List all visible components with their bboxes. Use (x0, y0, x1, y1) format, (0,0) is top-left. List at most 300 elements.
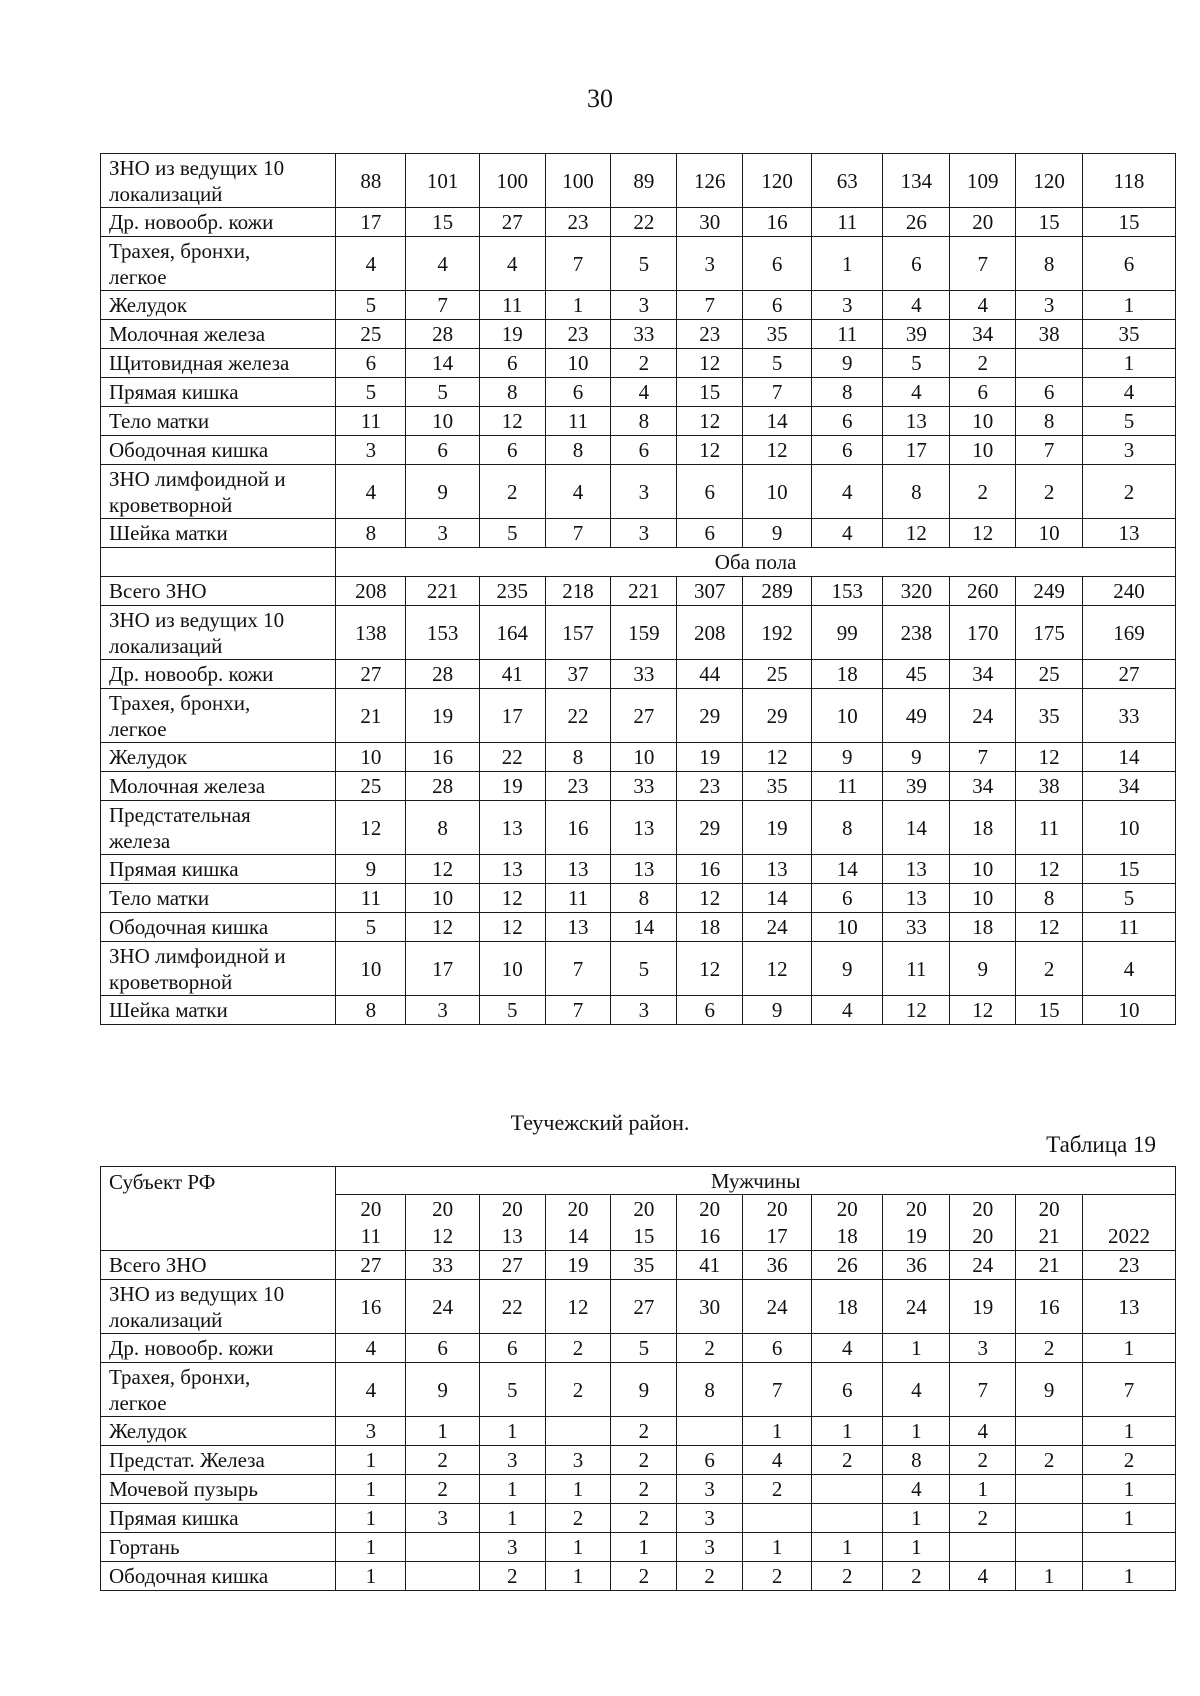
table-cell: 12 (545, 1280, 611, 1334)
row-label-line: Ободочная кишка (109, 915, 269, 939)
row-label (101, 208, 336, 237)
table-cell: 1 (336, 1562, 406, 1591)
year-part: 20 (501, 1196, 523, 1221)
top-data-table (100, 153, 1176, 1025)
table-cell: 6 (479, 1334, 545, 1363)
row-label-line: Трахея, бронхи, (109, 1364, 251, 1389)
row-label-line: Шейка матки (109, 521, 228, 545)
table-cell: 12 (677, 942, 743, 996)
table-cell: 99 (812, 606, 883, 660)
table-cell: 9 (812, 942, 883, 996)
table-cell: 10 (611, 743, 677, 772)
table-cell: 19 (743, 801, 812, 855)
table-cell: 28 (406, 320, 479, 349)
table-cell: 10 (545, 349, 611, 378)
table-cell: 4 (1083, 378, 1176, 407)
table-row (101, 407, 1176, 436)
table-cell: 7 (545, 519, 611, 548)
table-cell: 134 (883, 154, 950, 208)
table-cell: 5 (611, 1334, 677, 1363)
row-label-line: Др. новообр. кожи (109, 662, 274, 686)
table-cell: 2 (743, 1475, 812, 1504)
table-cell: 1 (1016, 1562, 1083, 1591)
table-cell: 27 (611, 689, 677, 743)
page-number: 30 (587, 84, 613, 113)
table-cell: 6 (677, 996, 743, 1025)
section-title: Мужчины (336, 1167, 1176, 1195)
table-cell: 8 (1016, 884, 1083, 913)
table-cell: 3 (1083, 436, 1176, 465)
table-cell: 7 (1083, 1363, 1176, 1417)
row-label (101, 884, 336, 913)
year-part: 20 (567, 1196, 589, 1221)
table-cell: 36 (883, 1251, 950, 1280)
table-cell: 2 (950, 1504, 1016, 1533)
table-cell: 11 (336, 884, 406, 913)
table-cell: 11 (545, 407, 611, 436)
row-label-line: кроветворной (109, 492, 233, 517)
table-cell: 2 (677, 1562, 743, 1591)
table-cell: 8 (611, 884, 677, 913)
table-row (101, 884, 1176, 913)
table-cell: 25 (1016, 660, 1083, 689)
table-cell: 1 (406, 1417, 479, 1446)
table-cell: 18 (677, 913, 743, 942)
row-label (101, 320, 336, 349)
table-cell: 6 (677, 1446, 743, 1475)
year-part: 16 (699, 1223, 721, 1248)
table-cell: 2 (611, 1504, 677, 1533)
table-cell: 17 (336, 208, 406, 237)
row-label (101, 996, 336, 1025)
table-cell: 25 (743, 660, 812, 689)
table-cell: 6 (812, 1363, 883, 1417)
row-label-line: Прямая кишка (109, 380, 239, 404)
table-cell: 208 (677, 606, 743, 660)
table-cell: 7 (545, 996, 611, 1025)
table-cell: 15 (1083, 855, 1176, 884)
table-cell: 2 (479, 465, 545, 519)
table-cell: 34 (950, 660, 1016, 689)
table-cell: 35 (743, 320, 812, 349)
table-cell: 13 (479, 855, 545, 884)
table-cell: 24 (883, 1280, 950, 1334)
section-row (101, 548, 1176, 577)
table-cell: 2 (743, 1562, 812, 1591)
table-cell: 13 (743, 855, 812, 884)
row-label (101, 855, 336, 884)
table-cell: 12 (677, 884, 743, 913)
table-cell: 9 (812, 349, 883, 378)
row-label-line: Прямая кишка (109, 1506, 239, 1530)
year-part: 20 (905, 1196, 927, 1221)
table-row (101, 772, 1176, 801)
table-cell: 6 (812, 436, 883, 465)
table-cell: 16 (743, 208, 812, 237)
table-cell (1016, 349, 1083, 378)
row-label (101, 1417, 336, 1446)
table-cell: 1 (545, 291, 611, 320)
table-cell: 3 (336, 1417, 406, 1446)
table-cell: 2 (950, 465, 1016, 519)
table-cell: 35 (1083, 320, 1176, 349)
table-cell: 13 (883, 855, 950, 884)
table-cell (406, 1562, 479, 1591)
table-cell: 14 (406, 349, 479, 378)
table-row (101, 743, 1176, 772)
table-cell: 8 (812, 378, 883, 407)
row-label (101, 1334, 336, 1363)
table-cell: 1 (743, 1417, 812, 1446)
table-row (101, 1504, 1176, 1533)
table-row (101, 1251, 1176, 1280)
table-cell: 12 (677, 407, 743, 436)
table-cell: 10 (1016, 519, 1083, 548)
table-cell: 192 (743, 606, 812, 660)
table-row (101, 1475, 1176, 1504)
table-cell: 5 (479, 1363, 545, 1417)
table-cell: 12 (883, 519, 950, 548)
table-cell: 2 (406, 1446, 479, 1475)
table-cell: 1 (479, 1417, 545, 1446)
table-cell: 4 (812, 996, 883, 1025)
table-cell: 38 (1016, 772, 1083, 801)
table-cell: 208 (336, 577, 406, 606)
table-cell: 5 (479, 519, 545, 548)
table-cell: 12 (406, 855, 479, 884)
row-label (101, 689, 336, 743)
row-label (101, 237, 336, 291)
table-cell: 88 (336, 154, 406, 208)
table-cell: 12 (950, 996, 1016, 1025)
table-cell: 14 (883, 801, 950, 855)
table-cell: 120 (743, 154, 812, 208)
table-cell: 6 (812, 407, 883, 436)
table-cell: 33 (883, 913, 950, 942)
table-cell: 44 (677, 660, 743, 689)
table-cell: 4 (812, 465, 883, 519)
table-cell: 8 (1016, 237, 1083, 291)
year-header (677, 1195, 743, 1251)
table-cell: 11 (812, 320, 883, 349)
table-cell: 320 (883, 577, 950, 606)
table-cell: 14 (1083, 743, 1176, 772)
table-cell: 25 (336, 772, 406, 801)
table-cell: 7 (677, 291, 743, 320)
table-cell: 8 (1016, 407, 1083, 436)
row-label (101, 1446, 336, 1475)
table-cell: 33 (406, 1251, 479, 1280)
table-cell: 5 (336, 378, 406, 407)
row-label-line: Щитовидная железа (109, 351, 290, 375)
table-cell: 1 (743, 1533, 812, 1562)
table-cell: 12 (743, 942, 812, 996)
table-cell: 11 (883, 942, 950, 996)
table-cell: 15 (1083, 208, 1176, 237)
table-cell: 8 (812, 801, 883, 855)
table-cell: 9 (743, 519, 812, 548)
table-cell (406, 1533, 479, 1562)
row-label-line: Др. новообр. кожи (109, 1336, 274, 1360)
row-label (101, 291, 336, 320)
table-cell: 6 (545, 378, 611, 407)
table-cell: 3 (611, 996, 677, 1025)
table-cell: 4 (950, 291, 1016, 320)
table-cell: 2 (812, 1562, 883, 1591)
table-cell: 164 (479, 606, 545, 660)
table-row (101, 996, 1176, 1025)
table-cell: 33 (611, 660, 677, 689)
table-cell: 289 (743, 577, 812, 606)
table-row (101, 801, 1176, 855)
table-cell: 28 (406, 772, 479, 801)
table-cell: 1 (812, 237, 883, 291)
table-cell: 39 (883, 772, 950, 801)
table-cell: 2 (406, 1475, 479, 1504)
table-cell: 10 (950, 407, 1016, 436)
table-cell: 13 (479, 801, 545, 855)
table-row (101, 154, 1176, 208)
table-cell: 15 (406, 208, 479, 237)
table-cell: 3 (677, 237, 743, 291)
table-cell: 6 (406, 1334, 479, 1363)
table-cell: 10 (336, 743, 406, 772)
table-cell: 27 (336, 1251, 406, 1280)
table-cell: 33 (1083, 689, 1176, 743)
table-cell: 13 (1083, 1280, 1176, 1334)
table-cell: 8 (883, 465, 950, 519)
table-cell: 5 (336, 913, 406, 942)
table-cell: 13 (545, 913, 611, 942)
table-cell: 29 (677, 801, 743, 855)
year-header (1016, 1195, 1083, 1251)
table-cell: 3 (406, 996, 479, 1025)
table-cell: 6 (743, 291, 812, 320)
table-cell: 13 (611, 855, 677, 884)
table-cell: 1 (883, 1504, 950, 1533)
row-label (101, 465, 336, 519)
table-cell: 153 (812, 577, 883, 606)
table-cell: 249 (1016, 577, 1083, 606)
year-header (336, 1195, 406, 1251)
table-cell: 8 (677, 1363, 743, 1417)
table-cell: 12 (1016, 743, 1083, 772)
table-cell: 3 (677, 1475, 743, 1504)
table-cell: 11 (545, 884, 611, 913)
table-row (101, 1334, 1176, 1363)
table-cell: 14 (743, 884, 812, 913)
table-cell: 2 (950, 1446, 1016, 1475)
table-cell: 5 (1083, 407, 1176, 436)
table-cell: 218 (545, 577, 611, 606)
table-cell: 5 (1083, 884, 1176, 913)
table-cell: 14 (743, 407, 812, 436)
district-title: Теучежский район. (510, 1110, 690, 1135)
table-cell: 25 (336, 320, 406, 349)
table-cell: 12 (950, 519, 1016, 548)
table-cell: 3 (611, 519, 677, 548)
table-cell: 10 (812, 689, 883, 743)
table-cell: 6 (950, 378, 1016, 407)
row-label-line: железа (109, 828, 171, 853)
table-cell: 3 (611, 291, 677, 320)
table-cell: 1 (336, 1446, 406, 1475)
row-label-line: ЗНО лимфоидной и (109, 943, 286, 968)
table-cell: 19 (545, 1251, 611, 1280)
table-cell: 4 (883, 1363, 950, 1417)
table-cell: 18 (950, 801, 1016, 855)
table-cell: 100 (479, 154, 545, 208)
table-cell: 9 (950, 942, 1016, 996)
year-header (406, 1195, 479, 1251)
table-cell: 2 (812, 1446, 883, 1475)
table-cell: 8 (479, 378, 545, 407)
year-part: 15 (633, 1223, 655, 1248)
table-cell: 1 (950, 1475, 1016, 1504)
row-label (101, 349, 336, 378)
table-cell: 38 (1016, 320, 1083, 349)
table-cell: 1 (479, 1504, 545, 1533)
table-number-label: Таблица 19 (1046, 1132, 1156, 1157)
table-cell: 109 (950, 154, 1016, 208)
table-cell: 7 (545, 237, 611, 291)
table-cell (1016, 1533, 1083, 1562)
row-label-line: Предстат. Железа (109, 1448, 265, 1472)
table-cell: 24 (743, 913, 812, 942)
table-cell: 63 (812, 154, 883, 208)
table-cell: 170 (950, 606, 1016, 660)
table-cell: 1 (336, 1533, 406, 1562)
row-label-line: Мочевой пузырь (109, 1477, 258, 1501)
table-cell: 4 (883, 378, 950, 407)
table-cell: 14 (812, 855, 883, 884)
table-cell: 12 (677, 349, 743, 378)
table-cell: 12 (336, 801, 406, 855)
table-cell: 11 (479, 291, 545, 320)
table-cell: 12 (479, 913, 545, 942)
table-cell: 3 (479, 1446, 545, 1475)
table-row (101, 606, 1176, 660)
year-part: 13 (501, 1223, 523, 1248)
table-cell: 118 (1083, 154, 1176, 208)
row-label-line: ЗНО из ведущих 10 (109, 155, 285, 180)
row-label (101, 1251, 336, 1280)
table-cell: 6 (479, 436, 545, 465)
row-label (101, 436, 336, 465)
row-label (101, 801, 336, 855)
table-cell: 8 (336, 519, 406, 548)
table-cell: 169 (1083, 606, 1176, 660)
table-cell: 2 (611, 349, 677, 378)
year-part: 20 (972, 1196, 994, 1221)
row-label-line: Молочная железа (109, 322, 266, 346)
table-cell: 36 (743, 1251, 812, 1280)
table-cell: 10 (1083, 996, 1176, 1025)
table-cell: 4 (336, 1334, 406, 1363)
table-row (101, 465, 1176, 519)
table-cell: 27 (611, 1280, 677, 1334)
table-cell: 29 (743, 689, 812, 743)
table-cell: 2 (1016, 1446, 1083, 1475)
table-cell: 30 (677, 1280, 743, 1334)
table-cell: 17 (406, 942, 479, 996)
row-label (101, 378, 336, 407)
table-cell: 175 (1016, 606, 1083, 660)
table-cell: 2 (1083, 465, 1176, 519)
table-cell: 2 (611, 1446, 677, 1475)
table-cell: 27 (336, 660, 406, 689)
table-cell: 24 (950, 1251, 1016, 1280)
table-cell: 10 (743, 465, 812, 519)
row-label-line: Всего ЗНО (109, 579, 207, 603)
table-cell: 17 (883, 436, 950, 465)
table-cell: 235 (479, 577, 545, 606)
table-cell: 3 (611, 465, 677, 519)
table-row (101, 320, 1176, 349)
table-row (101, 519, 1176, 548)
row-label-line: Др. новообр. кожи (109, 210, 274, 234)
table-cell: 1 (336, 1475, 406, 1504)
table-cell: 4 (883, 1475, 950, 1504)
table-cell: 16 (677, 855, 743, 884)
table-cell: 1 (883, 1533, 950, 1562)
row-label-line: легкое (109, 716, 167, 741)
year-header (479, 1195, 545, 1251)
table-cell: 5 (336, 291, 406, 320)
year-part: 20 (360, 1196, 382, 1221)
year-part: 20 (836, 1196, 858, 1221)
row-label (101, 1533, 336, 1562)
table-row (101, 237, 1176, 291)
table-cell: 6 (812, 884, 883, 913)
table-cell: 24 (406, 1280, 479, 1334)
table-cell: 2 (1016, 1334, 1083, 1363)
row-label-line: легкое (109, 264, 167, 289)
year-header (743, 1195, 812, 1251)
table-cell: 27 (1083, 660, 1176, 689)
table-cell: 23 (1083, 1251, 1176, 1280)
table-cell: 23 (545, 772, 611, 801)
row-label-line: локализаций (109, 633, 223, 658)
table-cell: 5 (479, 996, 545, 1025)
table-cell: 33 (611, 772, 677, 801)
table-cell: 1 (545, 1475, 611, 1504)
year-part: 21 (1038, 1223, 1060, 1248)
row-label-line: Тело матки (109, 409, 210, 433)
table-cell: 2 (1016, 942, 1083, 996)
year-part: 19 (905, 1223, 927, 1248)
table-cell: 1 (479, 1475, 545, 1504)
table-cell: 9 (406, 1363, 479, 1417)
table-row (101, 1533, 1176, 1562)
table-cell: 24 (950, 689, 1016, 743)
table-cell: 2 (950, 349, 1016, 378)
table-cell: 9 (336, 855, 406, 884)
table-cell: 240 (1083, 577, 1176, 606)
table-cell: 4 (812, 1334, 883, 1363)
table-cell: 4 (479, 237, 545, 291)
table-cell: 8 (883, 1446, 950, 1475)
table-cell: 12 (479, 884, 545, 913)
table-cell: 30 (677, 208, 743, 237)
table-cell: 2 (677, 1334, 743, 1363)
row-label-line: ЗНО из ведущих 10 (109, 607, 285, 632)
table-cell: 4 (950, 1417, 1016, 1446)
year-header (545, 1195, 611, 1251)
table-cell: 3 (812, 291, 883, 320)
table-cell: 6 (677, 519, 743, 548)
table-cell: 1 (545, 1562, 611, 1591)
